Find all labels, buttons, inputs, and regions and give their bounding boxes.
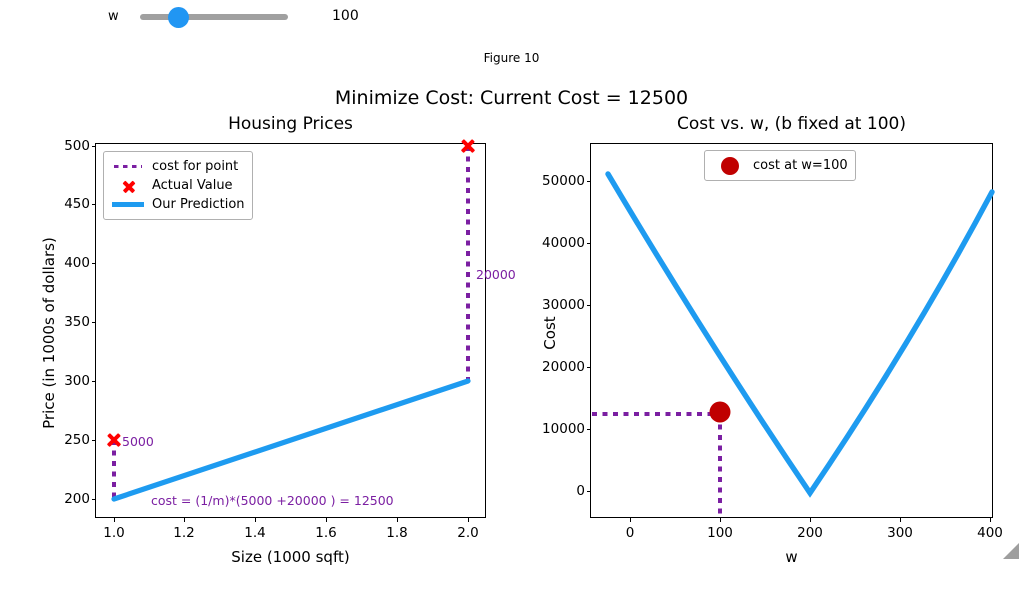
xtick-label: 1.8 (386, 525, 408, 541)
resize-handle-icon[interactable] (1003, 543, 1019, 559)
legend-item (111, 195, 245, 214)
legend-label: cost for point (152, 159, 239, 174)
ytick-label: 500 (64, 138, 90, 154)
slider-label: w (108, 9, 119, 24)
slider-track[interactable] (140, 14, 288, 20)
ytick-label: 300 (64, 373, 90, 389)
yaxis-label-right: Cost (541, 316, 559, 350)
cost-vs-w-axes (541, 114, 1003, 566)
xtick-label: 0 (625, 525, 635, 541)
annotation-cost-20000: 20000 (476, 267, 516, 282)
housing-prices-axes (40, 114, 516, 566)
line-icon (111, 198, 145, 212)
w-slider-widget[interactable] (0, 0, 1023, 36)
ytick-label: 450 (64, 196, 90, 212)
dot-marker-icon (712, 159, 746, 173)
xtick-label: 1.4 (244, 525, 266, 541)
current-cost-marker (710, 402, 731, 423)
legend-right (704, 150, 856, 181)
xtick-label: 1.0 (103, 525, 125, 541)
legend-left (103, 151, 253, 220)
ytick-label: 50000 (542, 173, 585, 189)
ytick-label: 10000 (542, 421, 585, 437)
ytick-label: 400 (64, 255, 90, 271)
ytick-label: 0 (576, 483, 585, 499)
ytick-label: 350 (64, 314, 90, 330)
axes-title-left: Housing Prices (228, 114, 353, 134)
actual-value-marker (104, 430, 124, 450)
xtick-label: 300 (887, 525, 913, 541)
xtick-label: 400 (977, 525, 1003, 541)
xaxis-label-left: Size (1000 sqft) (231, 548, 350, 566)
annotation-total-cost: cost = (1/m)*(5000 +20000 ) = 12500 (151, 493, 394, 508)
legend-item (712, 156, 848, 175)
ytick-label: 200 (64, 491, 90, 507)
xtick-label: 2.0 (457, 525, 479, 541)
xtick-label: 200 (797, 525, 823, 541)
figure-suptitle: Minimize Cost: Current Cost = 12500 (334, 87, 689, 109)
xtick-label: 1.2 (173, 525, 195, 541)
slider-handle[interactable] (168, 7, 189, 28)
annotation-cost-5000: 5000 (122, 434, 154, 449)
figure-caption: Figure 10 (483, 51, 540, 65)
actual-value-marker (458, 136, 478, 156)
axes-title-right: Cost vs. w, (b fixed at 100) (677, 114, 906, 134)
ytick-label: 20000 (542, 359, 585, 375)
ytick-label: 40000 (542, 235, 585, 251)
ytick-label: 30000 (542, 297, 585, 313)
dotted-line-icon (111, 160, 145, 174)
legend-item (111, 157, 245, 176)
cost-curve (591, 144, 994, 519)
ytick-label: 250 (64, 432, 90, 448)
legend-label: cost at w=100 (753, 158, 848, 173)
xtick-label: 100 (707, 525, 733, 541)
legend-label: Our Prediction (152, 197, 245, 212)
legend-item (111, 176, 245, 195)
xaxis-label-right: w (785, 548, 798, 566)
slider-value: 100 (332, 8, 359, 24)
x-marker-icon (111, 179, 145, 193)
xtick-label: 1.6 (315, 525, 337, 541)
legend-label: Actual Value (152, 178, 233, 193)
yaxis-label-left: Price (in 1000s of dollars) (40, 237, 58, 429)
